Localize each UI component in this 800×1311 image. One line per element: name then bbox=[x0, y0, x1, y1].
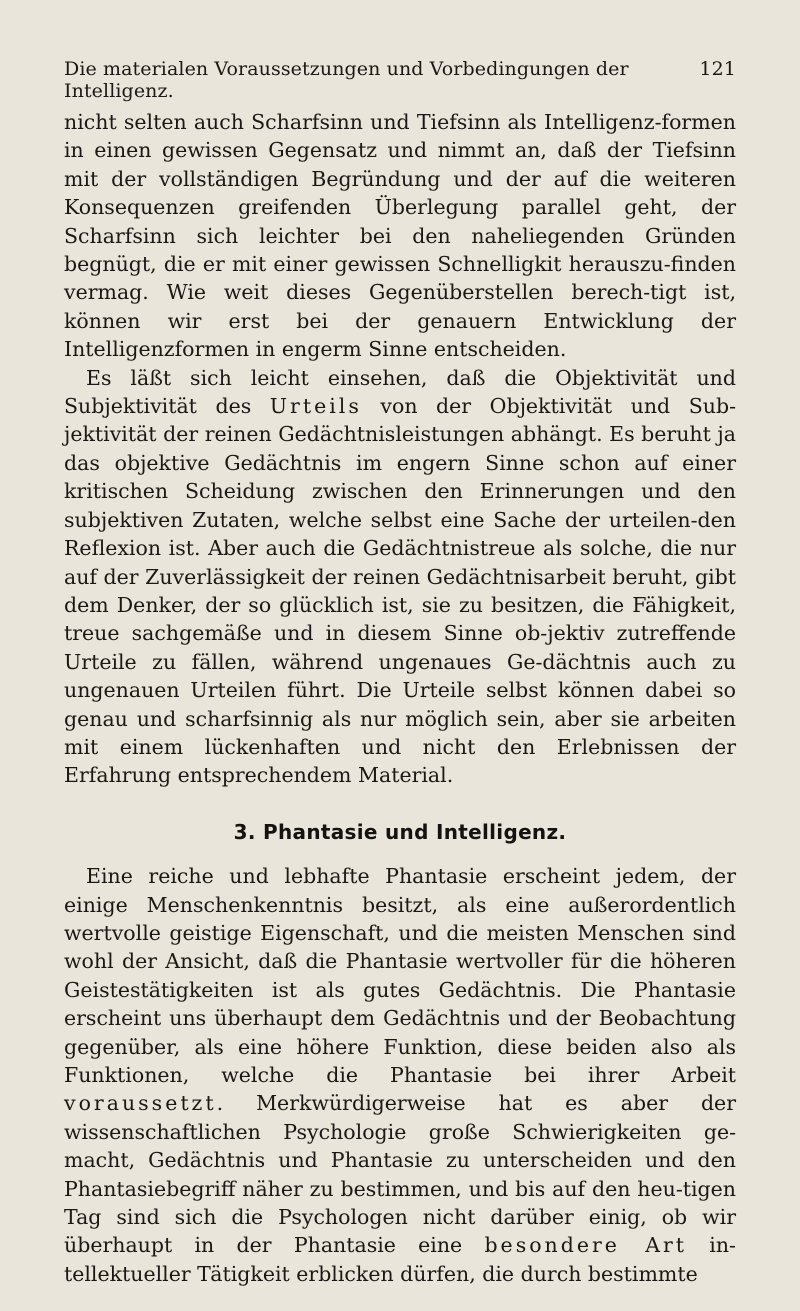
paragraph-text-part: Es läßt sich leicht einsehen, daß die Objektivität und Subjektivität des bbox=[64, 365, 736, 419]
paragraph-objectivity bbox=[64, 364, 736, 790]
paragraph-text-part: von der Objektivität und Sub-jektivität der reinen Gedächtnisleistungen abhängt. Es beruht ja das objektive Gedächtnis im engern Sinne schon auf einer kritischen Scheidung zwischen den Erinnerungen und den subjektiven Zutaten, welche selbst eine Sache der urteilen-den Reflexion ist. Aber auch die Gedächtnistreue als solche, die nur auf der Zuverlässigkeit der reinen Gedächtnisarbeit beruht, gibt dem Denker, der so glücklich ist, sie zu besitzen, die Fähigkeit, treue sachgemäße und in diesem Sinne ob-jektiv zutreffende Urteile zu fällen, während ungenaues Ge-dächtnis auch zu ungenauen Urteilen führt. Die Urteile selbst können dabei so genau und scharfsinnig als nur möglich sein, aber sie arbeiten mit einem lückenhaften und nicht den Erlebnissen der Erfahrung entsprechendem Material. bbox=[64, 394, 737, 788]
running-header bbox=[64, 56, 736, 102]
section-heading: 3. Phantasie und Intelligenz. bbox=[233, 819, 567, 844]
page-number: 121 bbox=[699, 58, 736, 80]
paragraph-phantasie bbox=[64, 862, 736, 1288]
spaced-emphasis-besondere-art: besondere Art bbox=[484, 1233, 688, 1258]
paragraph-continuation: nicht selten auch Scharfsinn und Tiefsinn als Intelligenz-formen in einen gewissen Gegensatz und nimmt an, daß der Tiefsinn mit der vollständigen Begründung und der auf die weiteren Konsequenzen greifenden Überlegung parallel geht, der Scharfsinn sich leichter bei den naheliegenden Gründen begnügt, die er mit einer gewissen Schnelligkit herauszu-finden vermag. Wie weit dieses Gegenüberstellen berech-tigt ist, können wir erst bei der genauern Entwicklung der Intelligenzformen in engerm Sinne entscheiden. bbox=[64, 110, 736, 362]
paragraph-text-part: Eine reiche und lebhafte Phantasie erscheint jedem, der einige Menschenkenntnis besitzt, als eine außerordentlich wertvolle geistige Eigenschaft, und die meisten Menschen sind wohl der Ansicht, daß die Phantasie wertvoller für die höheren Geistestätigkeiten ist als gutes Gedächtnis. Die Phantasie erscheint uns überhaupt dem Gedächtnis und der Beobachtung gegenüber, als eine höhere Funktion, diese beiden also als Funktionen, welche die Phantasie bei ihrer Arbeit bbox=[64, 864, 736, 1087]
spaced-emphasis-urteils: Urteils bbox=[269, 394, 362, 419]
spaced-emphasis-voraussetzt: voraussetzt bbox=[64, 1091, 217, 1116]
body-text bbox=[64, 108, 736, 1288]
running-header-title: Die materialen Voraussetzungen und Vorbedingungen der Intelligenz. bbox=[64, 58, 629, 102]
paragraph-text-part: in-tellektueller Tätigkeit erblicken dürfen, die durch bestimmte bbox=[64, 1233, 736, 1286]
paragraph-text-part: . Merkwürdigerweise hat es aber der wissenschaftlichen Psychologie große Schwierigkeiten ge-macht, Gedächtnis und Phantasie zu unterscheiden und den Phantasiebegriff näher zu bestimmen, und bis auf den heu-tigen Tag sind sich die Psychologen nicht darüber einig, ob wir überhaupt in der Phantasie eine bbox=[64, 1091, 736, 1258]
